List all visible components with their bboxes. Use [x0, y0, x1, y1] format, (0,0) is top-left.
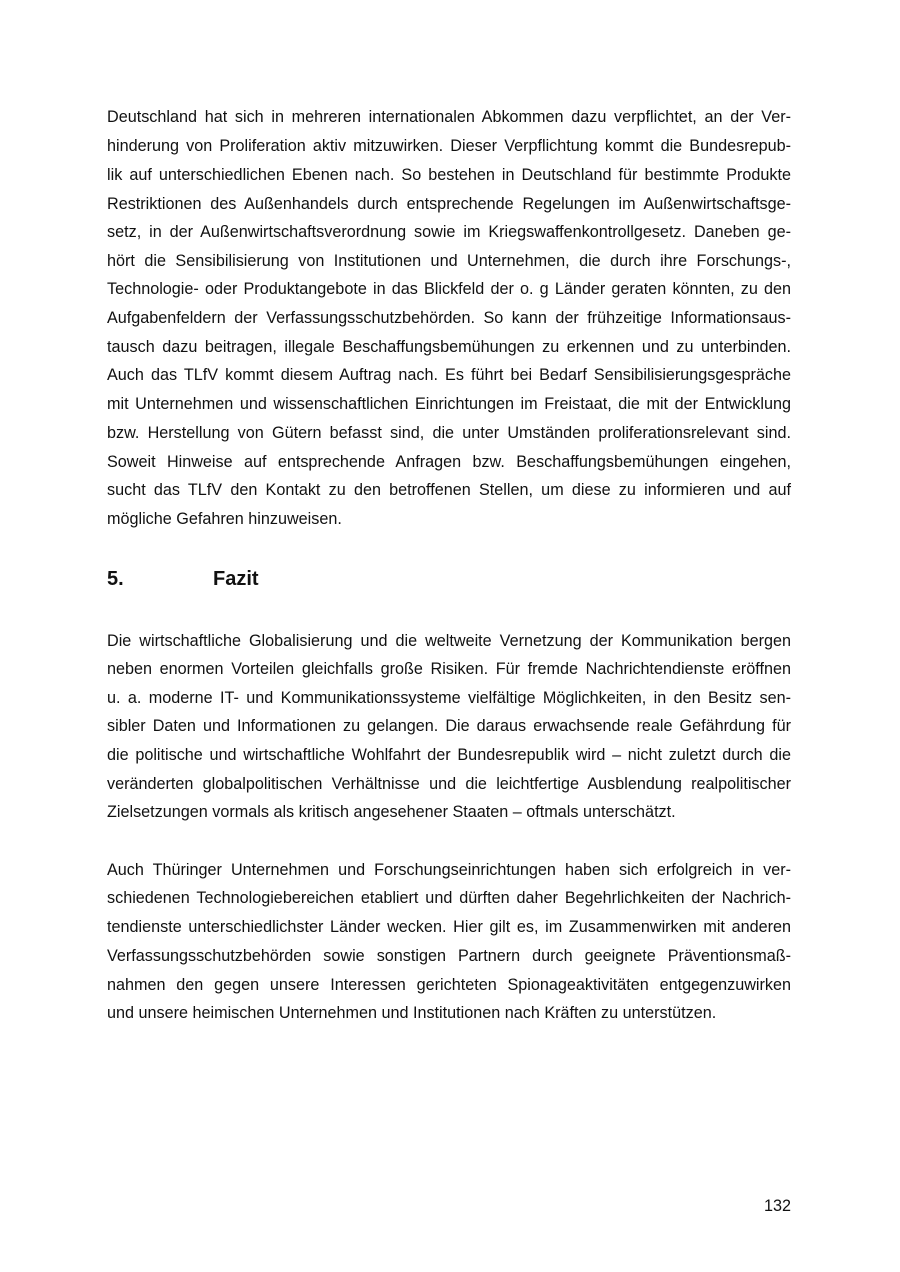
paragraph-line: Restriktionen des Außenhandels durch entsprechende Regelungen im Außenwirtschaftsge-	[107, 195, 791, 213]
paragraph-line: hört die Sensibilisierung von Institutionen und Unternehmen, die durch ihre Forschungs-,	[107, 252, 791, 270]
paragraph-line: veränderten globalpolitischen Verhältnisse und die leichtfertige Ausblendung realpolitischer	[107, 775, 791, 793]
paragraph-line: schiedenen Technologiebereichen etabliert und dürften daher Begehrlichkeiten der Nachrich-	[107, 889, 791, 907]
paragraph-line: hinderung von Proliferation aktiv mitzuwirken. Dieser Verpflichtung kommt die Bundesrepub-	[107, 137, 791, 155]
paragraph-line: Auch das TLfV kommt diesem Auftrag nach. Es führt bei Bedarf Sensibilisierungsgespräche	[107, 366, 791, 384]
paragraph-line: mögliche Gefahren hinzuweisen.	[107, 510, 342, 528]
paragraph-line: Soweit Hinweise auf entsprechende Anfragen bzw. Beschaffungsbemühungen eingehen,	[107, 453, 791, 471]
section-title: Fazit	[213, 568, 259, 590]
paragraph-line: Technologie- oder Produktangebote in das Blickfeld der o. g Länder geraten könnten, zu den	[107, 280, 791, 298]
paragraph-line: lik auf unterschiedlichen Ebenen nach. So bestehen in Deutschland für bestimmte Produkte	[107, 166, 791, 184]
paragraph-line: Die wirtschaftliche Globalisierung und die weltweite Vernetzung der Kommunikation bergen	[107, 632, 791, 650]
paragraph-line: neben enormen Vorteilen gleichfalls große Risiken. Für fremde Nachrichtendienste eröffnen	[107, 660, 791, 678]
paragraph-line: mit Unternehmen und wissenschaftlichen Einrichtungen im Freistaat, die mit der Entwicklung	[107, 395, 791, 413]
paragraph-line: u. a. moderne IT- und Kommunikationssysteme vielfältige Möglichkeiten, in den Besitz sen-	[107, 689, 791, 707]
paragraph-line: Deutschland hat sich in mehreren internationalen Abkommen dazu verpflichtet, an der Ver-	[107, 108, 791, 126]
paragraph-line: die politische und wirtschaftliche Wohlfahrt der Bundesrepublik wird – nicht zuletzt durch die	[107, 746, 791, 764]
section-number: 5.	[107, 568, 124, 590]
paragraph-line: und unsere heimischen Unternehmen und Institutionen nach Kräften zu unterstützen.	[107, 1004, 717, 1022]
paragraph-line: Zielsetzungen vormals als kritisch angesehener Staaten – oftmals unterschätzt.	[107, 803, 676, 821]
paragraph-line: bzw. Herstellung von Gütern befasst sind, die unter Umständen proliferationsrelevant sind.	[107, 424, 791, 442]
paragraph-line: sibler Daten und Informationen zu gelangen. Die daraus erwachsende reale Gefährdung für	[107, 717, 791, 735]
paragraph-line: nahmen den gegen unsere Interessen gerichteten Spionageaktivitäten entgegenzuwirken	[107, 976, 791, 994]
paragraph-line: sucht das TLfV den Kontakt zu den betroffenen Stellen, um diese zu informieren und auf	[107, 481, 791, 499]
paragraph-line: setz, in der Außenwirtschaftsverordnung sowie im Kriegswaffenkontrollgesetz. Daneben ge-	[107, 223, 791, 241]
paragraph-line: Verfassungsschutzbehörden sowie sonstigen Partnern durch geeignete Präventionsmaß-	[107, 947, 791, 965]
page-number: 132	[763, 1197, 791, 1215]
paragraph-line: tausch dazu beitragen, illegale Beschaffungsbemühungen zu erkennen und zu unterbinden.	[107, 338, 791, 356]
paragraph-line: tendienste unterschiedlichster Länder wecken. Hier gilt es, im Zusammenwirken mit anderen	[107, 918, 791, 936]
paragraph-line: Aufgabenfeldern der Verfassungsschutzbehörden. So kann der frühzeitige Informationsaus-	[107, 309, 791, 327]
paragraph-line: Auch Thüringer Unternehmen und Forschungseinrichtungen haben sich erfolgreich in ver-	[107, 861, 791, 879]
